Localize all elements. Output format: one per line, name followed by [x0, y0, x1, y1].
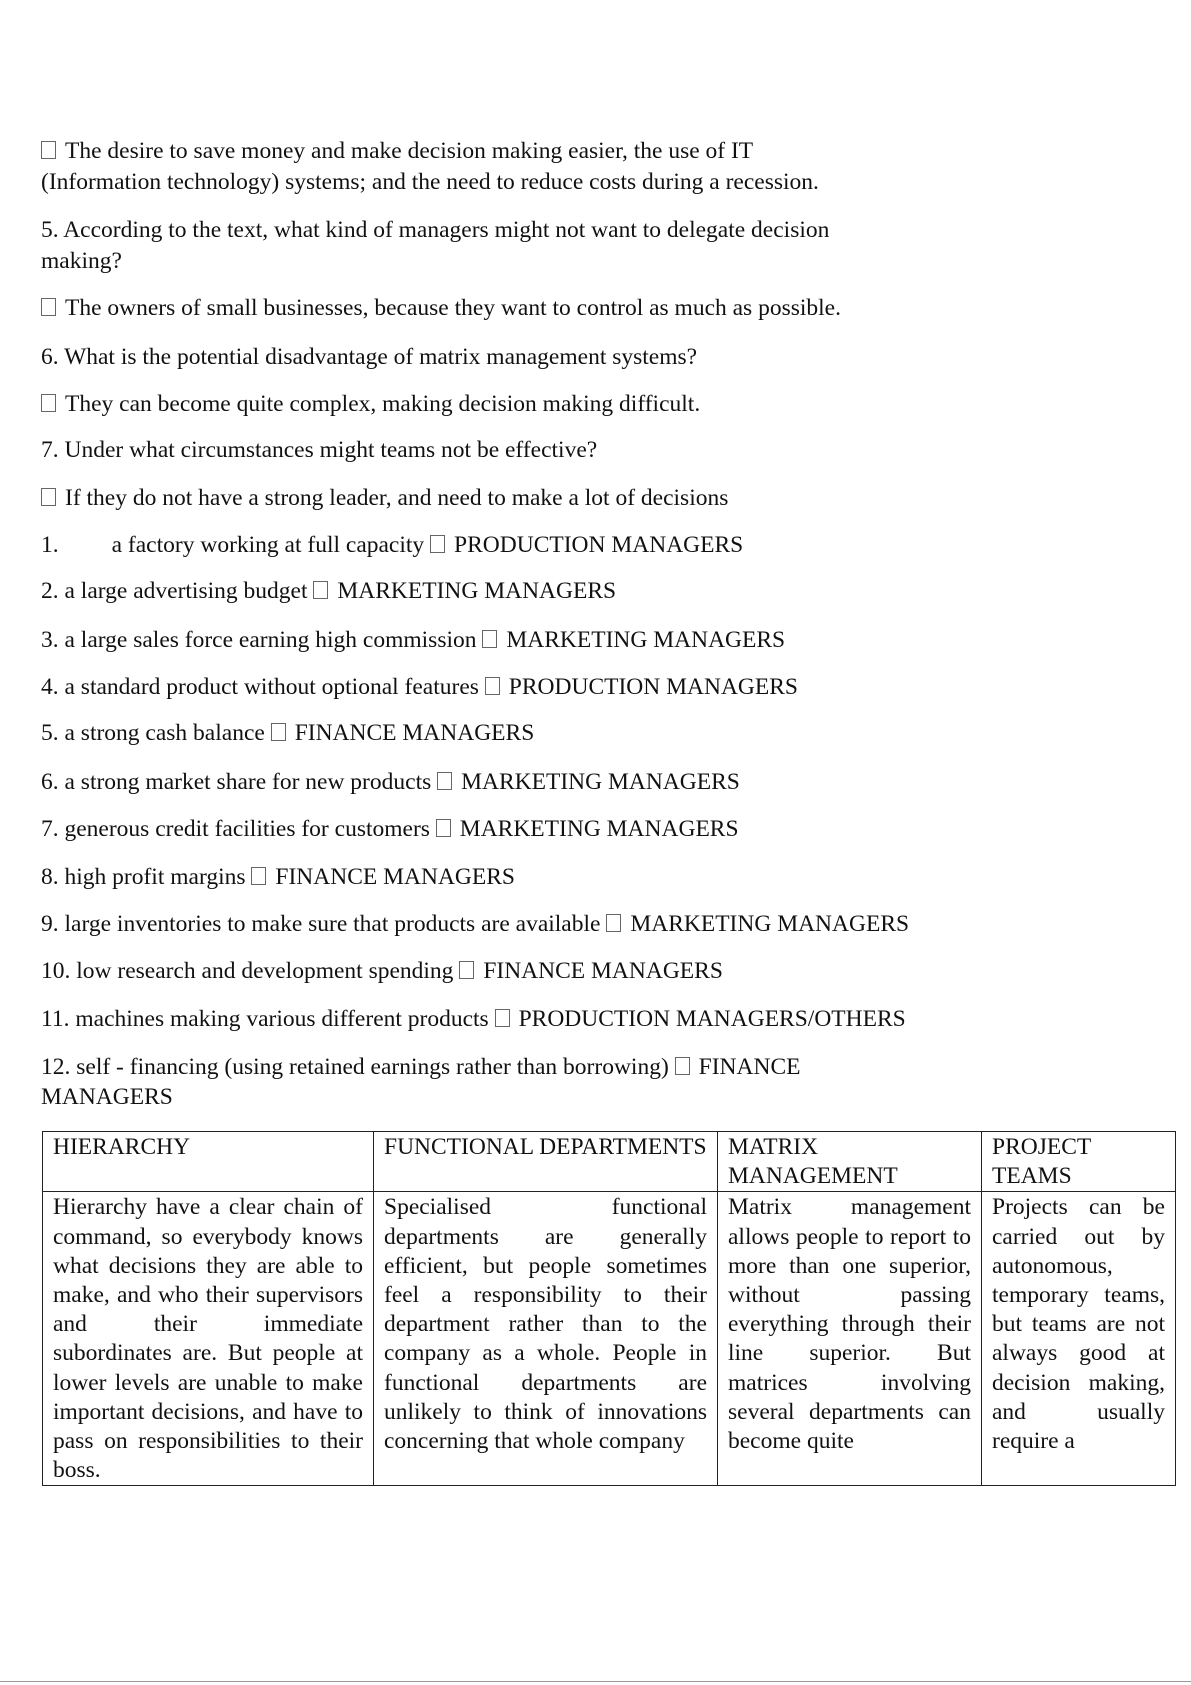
question-5-cont: making? — [41, 248, 122, 274]
bullet-box-icon — [41, 394, 56, 412]
arrow-box-icon — [482, 630, 497, 648]
question-7: 7. Under what circumstances might teams not be effective? — [41, 437, 598, 463]
match-item-12: 12. self - financing (using retained earnings rather than borrowing) FINANCE — [41, 1054, 801, 1080]
question-5: 5. According to the text, what kind of managers might not want to delegate decision — [41, 217, 830, 243]
arrow-box-icon — [675, 1057, 690, 1075]
arrow-box-icon — [606, 914, 621, 932]
table-row — [43, 1192, 1176, 1486]
match-item-8: 8. high profit margins FINANCE MANAGERS — [41, 864, 515, 890]
arrow-box-icon — [437, 772, 452, 790]
answer-4-line-1: The desire to save money and make decision making easier, the use of IT — [41, 136, 753, 166]
header-project-teams: PROJECT TEAMS — [982, 1132, 1176, 1192]
header-functional-departments: FUNCTIONAL DEPARTMENTS — [374, 1132, 718, 1192]
arrow-box-icon — [430, 535, 445, 553]
match-item-2: 2. a large advertising budget MARKETING MANAGERS — [41, 578, 617, 604]
match-item-9: 9. large inventories to make sure that products are available MARKETING MANAGERS — [41, 911, 910, 937]
match-item-7: 7. generous credit facilities for customers MARKETING MANAGERS — [41, 816, 739, 842]
answer-7: If they do not have a strong leader, and need to make a lot of decisions — [41, 483, 728, 513]
cell-matrix-management: Matrix management allows people to report to more than one superior, without passing everything through their line superior. But matrices involving several departments can become quite — [718, 1192, 982, 1486]
table-header-row — [43, 1132, 1176, 1192]
cell-functional-departments: Specialised functional departments are generally efficient, but people sometimes feel a responsibility to their department rather than to the company as a whole. People in functional departments are unlikely to think of innovations concerning that whole company — [374, 1192, 718, 1486]
match-item-11: 11. machines making various different products PRODUCTION MANAGERS/OTHERS — [41, 1006, 906, 1032]
header-hierarchy: HIERARCHY — [43, 1132, 374, 1192]
page-divider — [0, 1681, 1191, 1682]
arrow-box-icon — [271, 723, 286, 741]
bullet-box-icon — [41, 488, 56, 506]
arrow-box-icon — [436, 819, 451, 837]
match-item-10: 10. low research and development spending FINANCE MANAGERS — [41, 958, 723, 984]
match-item-4: 4. a standard product without optional features PRODUCTION MANAGERS — [41, 674, 798, 700]
match-item-6: 6. a strong market share for new products MARKETING MANAGERS — [41, 769, 740, 795]
match-item-1: 1. a factory working at full capacity PRODUCTION MANAGERS — [41, 532, 744, 558]
arrow-box-icon — [495, 1009, 510, 1027]
cell-project-teams: Projects can be carried out by autonomous, temporary teams, but teams are not always good at decision making, and usually require a — [982, 1192, 1176, 1486]
answer-6: They can become quite complex, making decision making difficult. — [41, 389, 700, 419]
arrow-box-icon — [251, 867, 266, 885]
answer-4-line-2: (Information technology) systems; and the need to reduce costs during a recession. — [41, 169, 819, 195]
match-item-5: 5. a strong cash balance FINANCE MANAGERS — [41, 720, 535, 746]
answer-5: The owners of small businesses, because they want to control as much as possible. — [41, 293, 841, 323]
arrow-box-icon — [485, 677, 500, 695]
organisation-structures-table — [42, 1131, 1176, 1486]
arrow-box-icon — [313, 581, 328, 599]
arrow-box-icon — [459, 961, 474, 979]
cell-hierarchy: Hierarchy have a clear chain of command, so everybody knows what decisions they are able to make, and who their supervisors and their immediate subordinates are. But people at lower levels are unable to make important decisions, and have to pass on responsibilities to their boss. — [43, 1192, 374, 1486]
match-item-3: 3. a large sales force earning high commission MARKETING MANAGERS — [41, 627, 786, 653]
header-matrix-management: MATRIX MANAGEMENT — [718, 1132, 982, 1192]
match-item-12-cont: MANAGERS — [41, 1084, 173, 1110]
bullet-box-icon — [41, 141, 56, 159]
question-6: 6. What is the potential disadvantage of matrix management systems? — [41, 344, 698, 370]
bullet-box-icon — [41, 298, 56, 316]
